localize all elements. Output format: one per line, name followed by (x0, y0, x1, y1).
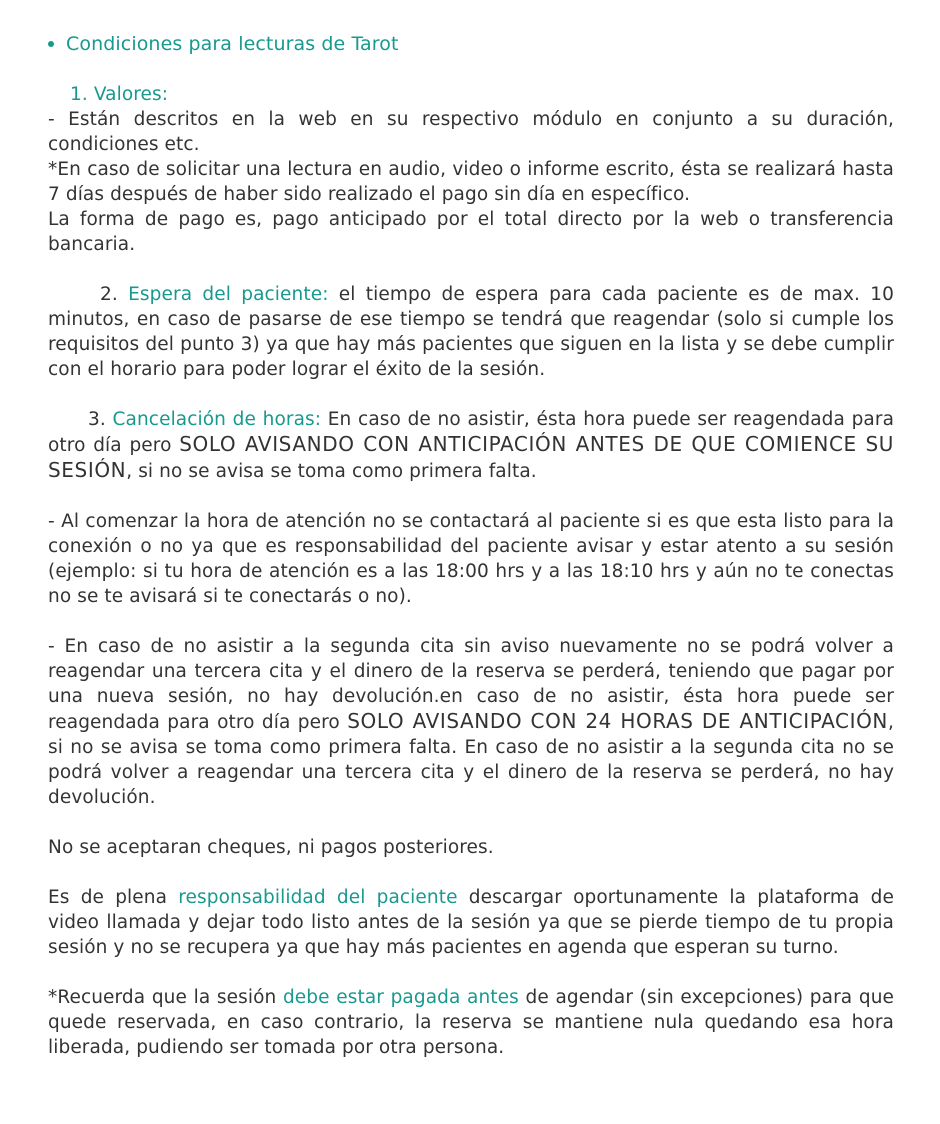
segunda-emphasis: SOLO AVISANDO CON 24 HORAS DE ANTICIPACIÓN (347, 709, 888, 733)
espera-paragraph (48, 282, 894, 382)
espera-text: el tiempo de espera para cada paciente es de max. 10 minutos, en caso de pasarse de ese tiempo se tendrá que reagendar (solo si cumple los requisitos del punto 3) ya que hay más pacientes que siguen en la lista y se debe cumplir con el horario para poder lograr el éxito de la sesión. (48, 284, 894, 380)
valores-line-2: *En caso de solicitar una lectura en audio, video o informe escrito, ésta se realizará hasta 7 días después de haber sido realizado el pago sin día en específico. (48, 159, 894, 205)
valores-line-3: La forma de pago es, pago anticipado por el total directo por la web o transferencia bancaria. (48, 209, 894, 255)
plataforma-text-before: Es de plena (48, 887, 179, 908)
segunda-text-before: - En caso de no asistir a la segunda cita sin aviso nuevamente no se podrá volver a reagendar una tercera cita y el dinero de la reserva se perderá, teniendo que pagar por una nueva sesión, no hay devolución.en caso de no asistir, ésta hora puede ser reagendada para otro día pero (48, 636, 894, 733)
cancelacion-paragraph (48, 407, 894, 484)
segunda-text-after: , si no se avisa se toma como primera falta. En caso de no asistir a la segunda cita no se podrá volver a reagendar una tercera cita y el dinero de la reserva se perderá, no hay devolución. (48, 712, 894, 808)
espera-title: Espera del paciente: (128, 284, 329, 305)
pago-text-after: de agendar (sin excepciones) para que quede reservada, en caso contrario, la reserva se mantiene nula quedando esa hora liberada, pudiendo ser tomada por otra persona. (48, 987, 894, 1058)
pago-highlight: debe estar pagada antes (282, 987, 519, 1008)
plataforma-paragraph (48, 885, 894, 960)
plataforma-highlight: responsabilidad del paciente (178, 887, 458, 908)
section-title: Condiciones para lecturas de Tarot (66, 33, 399, 55)
espera-number: 2. (100, 284, 118, 305)
cancelacion-text-after: , si no se avisa se toma como primera falta. (126, 461, 537, 482)
bullet-icon (48, 41, 54, 47)
valores-line-1: - Están descritos en la web en su respectivo módulo en conjunto a su duración, condiciones etc. (48, 109, 894, 155)
section-heading (48, 32, 894, 57)
cheques-paragraph: No se aceptaran cheques, ni pagos posteriores. (48, 837, 494, 858)
document-body (48, 32, 894, 1085)
atencion-paragraph: - Al comenzar la hora de atención no se contactará al paciente si es que esta listo para la conexión o no ya que es responsabilidad del paciente avisar y estar atento a su sesión (ejemplo: si tu hora de atención es a las 18:00 hrs y a las 18:10 hrs y aún no te conectas no se te avisará si te conectarás o no). (48, 511, 894, 607)
cancelacion-title: Cancelación de horas: (112, 409, 322, 430)
pago-text-before: *Recuerda que la sesión (48, 987, 283, 1008)
cancelacion-text-before: En caso de no asistir, ésta hora puede ser reagendada para otro día pero (48, 409, 895, 456)
pago-paragraph (48, 985, 894, 1060)
cancelacion-number: 3. (88, 409, 106, 430)
segunda-cita-paragraph (48, 634, 894, 810)
plataforma-text-after: descargar oportunamente la plataforma de video llamada y dejar todo listo antes de la sesión ya que se pierde tiempo de tu propia sesión y no se recupera ya que hay más pacientes en agenda que esperan su turno. (48, 887, 894, 958)
valores-title: 1. Valores: (70, 84, 169, 105)
cancelacion-emphasis: SOLO AVISANDO CON ANTICIPACIÓN ANTES DE QUE COMIENCE SU SESIÓN (48, 432, 894, 482)
